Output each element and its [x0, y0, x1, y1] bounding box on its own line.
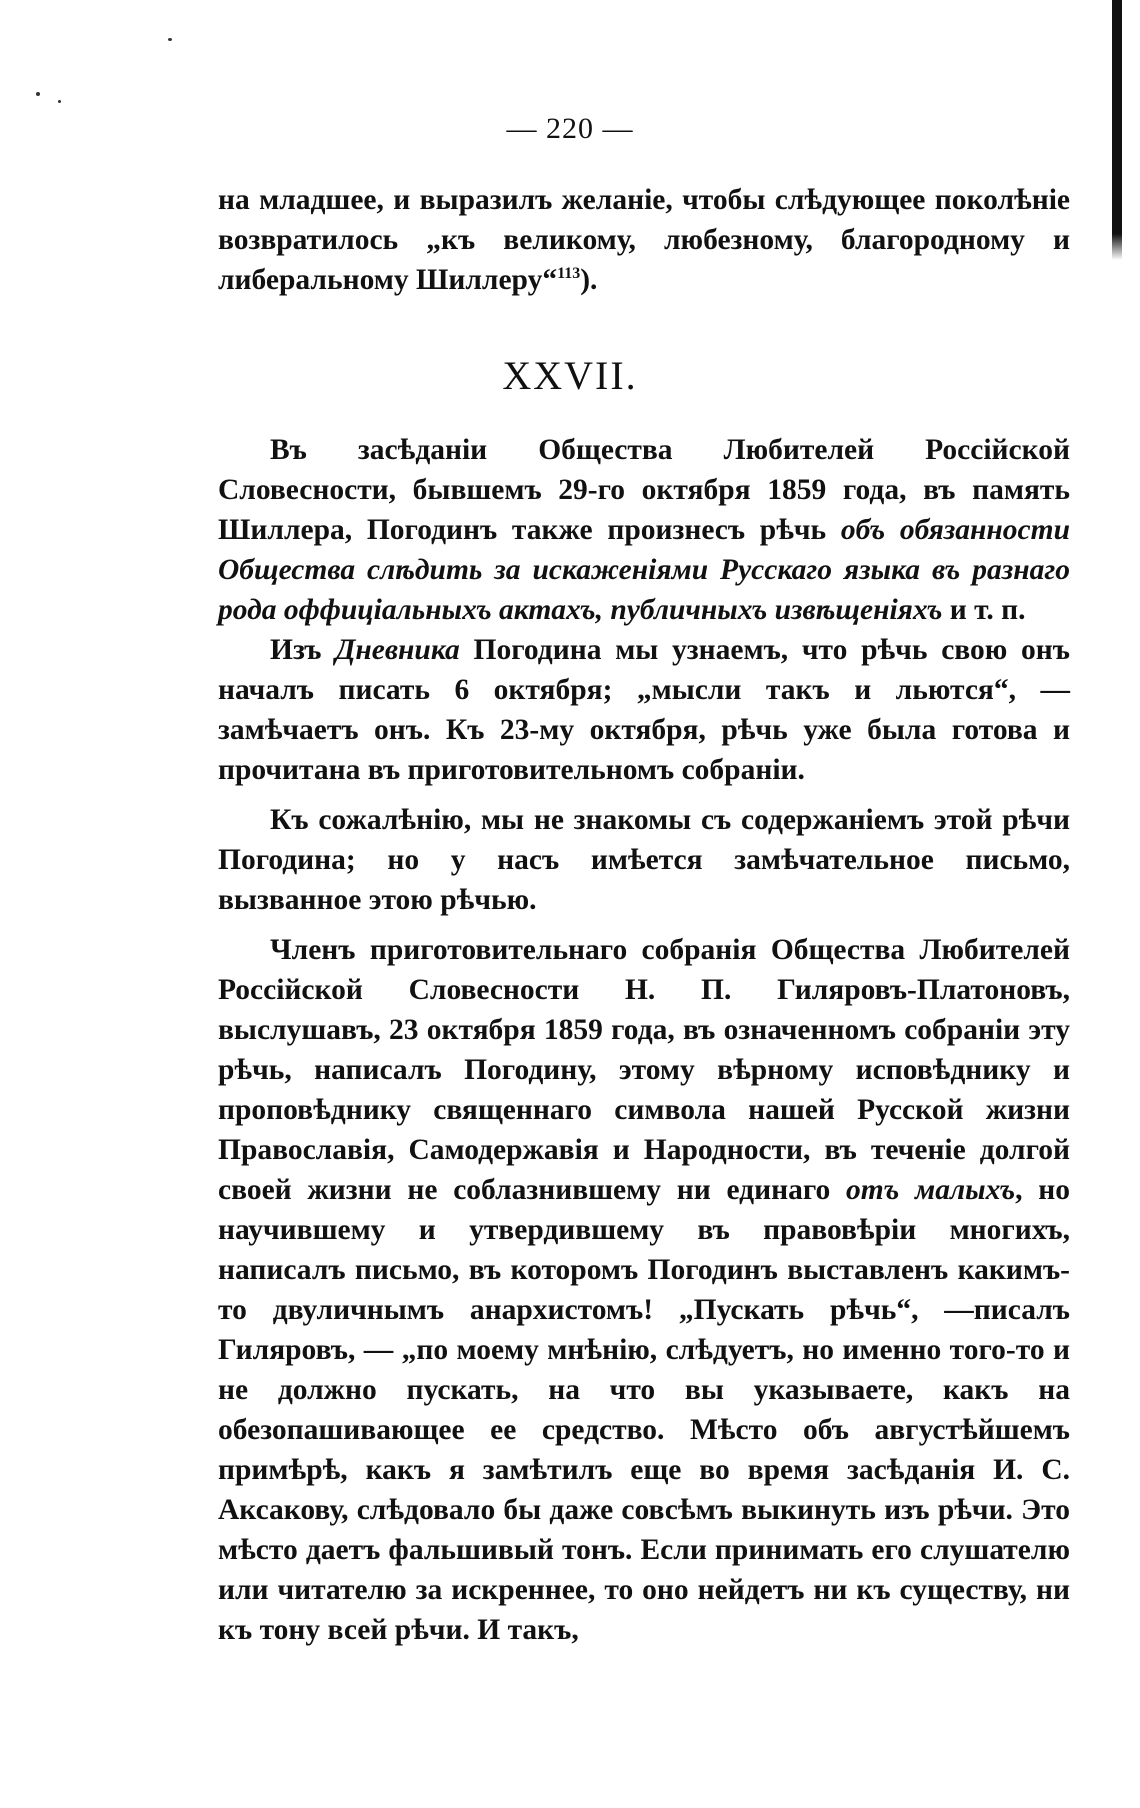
- carryover-text: [218, 180, 1070, 300]
- carryover-body: на младшее, и выразилъ желаніе, чтобы слѣдующее поколѣніе возвратилось „къ великому, любезному, благородному и либеральному Шиллеру“: [218, 184, 1070, 296]
- chapter-body: [218, 430, 1070, 1650]
- paragraph-4-tail: , но научившему и утвердившему въ правовѣріи многихъ, написалъ письмо, въ которомъ Погодинъ выставленъ какимъ-то двуличнымъ анархистомъ! „Пускать рѣчь“, —писалъ Гиляровъ, — „по моему мнѣнію, слѣдуетъ, но именно того-то и не должно пускать, на что вы указываете, какъ на обезопашивающее ее средство. Мѣсто объ августѣйшемъ примѣрѣ, какъ я замѣтилъ еще во время засѣданія И. С. Аксакову, слѣдовало бы даже совсѣмъ выкинуть изъ рѣчи. Это мѣсто даетъ фальшивый тонъ. Если принимать его слушателю или читателю за искреннее, то оно нейдетъ ни къ существу, ни къ тону всей рѣчи. И такъ,: [218, 1174, 1070, 1646]
- paragraph-1-tail: и т. п.: [942, 594, 1026, 626]
- paragraph-2-italic: Дневника: [335, 634, 460, 666]
- paragraph-1: [218, 430, 1070, 630]
- scan-speck: [58, 100, 61, 103]
- paragraph-1-text: Въ засѣданіи Общества Любителей Россійской Словесности, бывшемъ 29-го октября 1859 года, въ память Шиллера, Погодинъ также произнесъ рѣчь: [218, 434, 1070, 546]
- chapter-heading: XXVII.: [502, 353, 638, 398]
- paragraph-1-italic: объ обязанности Общества слѣдить за искаженіями Русскаго языка въ разнаго рода оффиціальныхъ актахъ, публичныхъ извѣщеніяхъ: [218, 514, 1070, 626]
- paragraph-4-italic: отъ малыхъ: [846, 1174, 1016, 1206]
- scan-speck: [36, 92, 40, 96]
- footnote-reference[interactable]: 113: [557, 265, 581, 283]
- scan-speck: [168, 38, 172, 41]
- carryover-paragraph: [218, 180, 1070, 300]
- carryover-tail: ).: [580, 264, 598, 296]
- page-number: — 220 —: [506, 112, 634, 145]
- paragraph-2-text: Изъ: [270, 634, 336, 666]
- paragraph-4-text: Членъ приготовительнаго собранія Общества Любителей Россійской Словесности Н. П. Гиляровъ-Платоновъ, выслушавъ, 23 октября 1859 года, въ означенномъ собраніи эту рѣчь, написалъ Погодину, этому вѣрному исповѣднику и проповѣднику священнаго символа нашей Русской жизни Православія, Самодержавія и Народности, въ теченіе долгой своей жизни не соблазнившему ни единаго: [218, 934, 1070, 1206]
- paragraph-3: Къ сожалѣнію, мы не знакомы съ содержаніемъ этой рѣчи Погодина; но у насъ имѣется замѣчательное письмо, вызванное этою рѣчью.: [218, 804, 1070, 916]
- paragraph-2: [218, 630, 1070, 790]
- paragraph-4: [218, 930, 1070, 1650]
- paragraph-2-tail: Погодина мы узнаемъ, что рѣчь свою онъ началъ писать 6 октября; „мысли такъ и льются“, —замѣчаетъ онъ. Къ 23-му октября, рѣчь уже была готова и прочитана въ приготовительномъ собраніи.: [218, 634, 1070, 786]
